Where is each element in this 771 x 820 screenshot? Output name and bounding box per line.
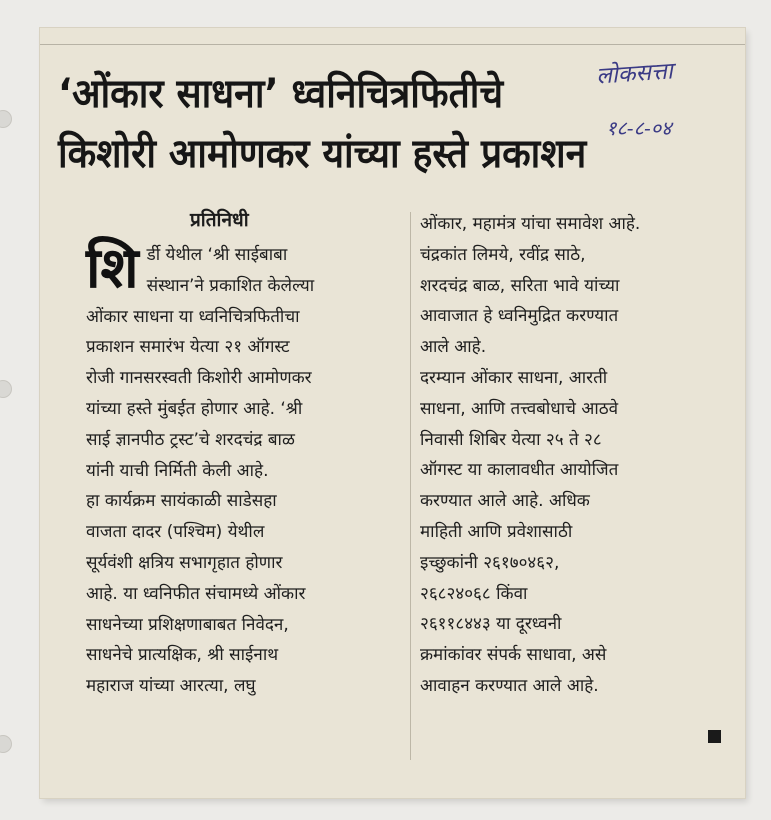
- text-line: र्डी येथील ‘श्री साईबाबा: [146, 245, 288, 265]
- article-column-right: [420, 209, 720, 702]
- handwritten-annotation: [596, 56, 673, 141]
- text-line: आहे. या ध्वनिफीत संचामध्ये ओंकार: [86, 583, 306, 604]
- text-line: प्रकाशन समारंभ येत्या २१ ऑगस्ट: [86, 337, 290, 358]
- article-paragraph: [86, 486, 406, 702]
- text-line: माहिती आणि प्रवेशासाठी: [420, 521, 573, 542]
- text-line: यांच्या हस्ते मुंबईत होणार आहे. ‘श्री: [86, 398, 303, 419]
- text-line: साधनेचे प्रात्यक्षिक, श्री साईनाथ: [86, 645, 279, 666]
- text-line: शरदचंद्र बाळ, सरिता भावे यांच्या: [420, 275, 620, 296]
- article-paragraph: [86, 236, 406, 486]
- text-line: साधनेच्या प्रशिक्षणाबाबत निवेदन,: [86, 614, 289, 635]
- article-column-left: [86, 236, 406, 702]
- text-line: २६११८४४३ या दूरध्वनी: [420, 614, 562, 635]
- handwritten-date: १८-८-०४: [606, 116, 672, 140]
- article-paragraph: [420, 209, 720, 363]
- headline: [58, 64, 616, 184]
- text-line: आवाजात हे ध्वनिमुद्रित करण्यात: [420, 306, 619, 327]
- text-line: ओंकार साधना या ध्वनिचित्रफितीचा: [86, 306, 300, 327]
- column-divider: [410, 212, 411, 760]
- text-line: हा कार्यक्रम सायंकाळी साडेसहा: [86, 491, 277, 512]
- text-line: ओंकार, महामंत्र यांचा समावेश आहे.: [420, 214, 641, 234]
- fold-line: [40, 44, 745, 45]
- text-line: वाजता दादर (पश्चिम) येथील: [86, 522, 265, 543]
- text-line: यांनी याची निर्मिती केली आहे.: [86, 460, 269, 481]
- text-line: आले आहे.: [420, 337, 487, 358]
- text-line: आवाहन करण्यात आले आहे.: [420, 675, 599, 696]
- handwritten-publication: लोकसत्ता: [595, 58, 674, 90]
- text-line: संस्थान’ने प्रकाशित केलेल्या: [146, 275, 315, 296]
- text-line: २६८२४०६८ किंवा: [420, 583, 528, 604]
- text-line: महाराज यांच्या आरत्या, लघु: [86, 676, 256, 697]
- byline: प्रतिनिधी: [190, 209, 249, 231]
- text-line: साधना, आणि तत्त्वबोधाचे आठवे: [420, 398, 619, 419]
- text-line: क्रमांकांवर संपर्क साधावा, असे: [420, 645, 607, 666]
- text-line: साई ज्ञानपीठ ट्रस्ट’चे शरदचंद्र बाळ: [86, 429, 295, 450]
- text-line: इच्छुकांनी २६१७०४६२,: [420, 552, 560, 573]
- text-line: सूर्यवंशी क्षत्रिय सभागृहात होणार: [86, 552, 283, 573]
- article-paragraph: [420, 363, 720, 702]
- drop-cap: शि: [86, 236, 139, 301]
- headline-line: ‘ओंकार साधना’ ध्वनिचित्रफितीचे: [58, 71, 504, 117]
- text-line: चंद्रकांत लिमये, रवींद्र साठे,: [420, 244, 586, 265]
- text-line: दरम्यान ओंकार साधना, आरती: [420, 367, 608, 388]
- headline-line: किशोरी आमोणकर यांच्या हस्ते प्रकाशन: [58, 131, 587, 177]
- text-line: रोजी गानसरस्वती किशोरी आमोणकर: [86, 368, 312, 389]
- end-of-article-marker: [708, 730, 721, 743]
- text-line: करण्यात आले आहे. अधिक: [420, 491, 590, 512]
- text-line: निवासी शिबिर येत्या २५ ते २८: [420, 429, 602, 450]
- text-line: ऑगस्ट या कालावधीत आयोजित: [420, 460, 619, 481]
